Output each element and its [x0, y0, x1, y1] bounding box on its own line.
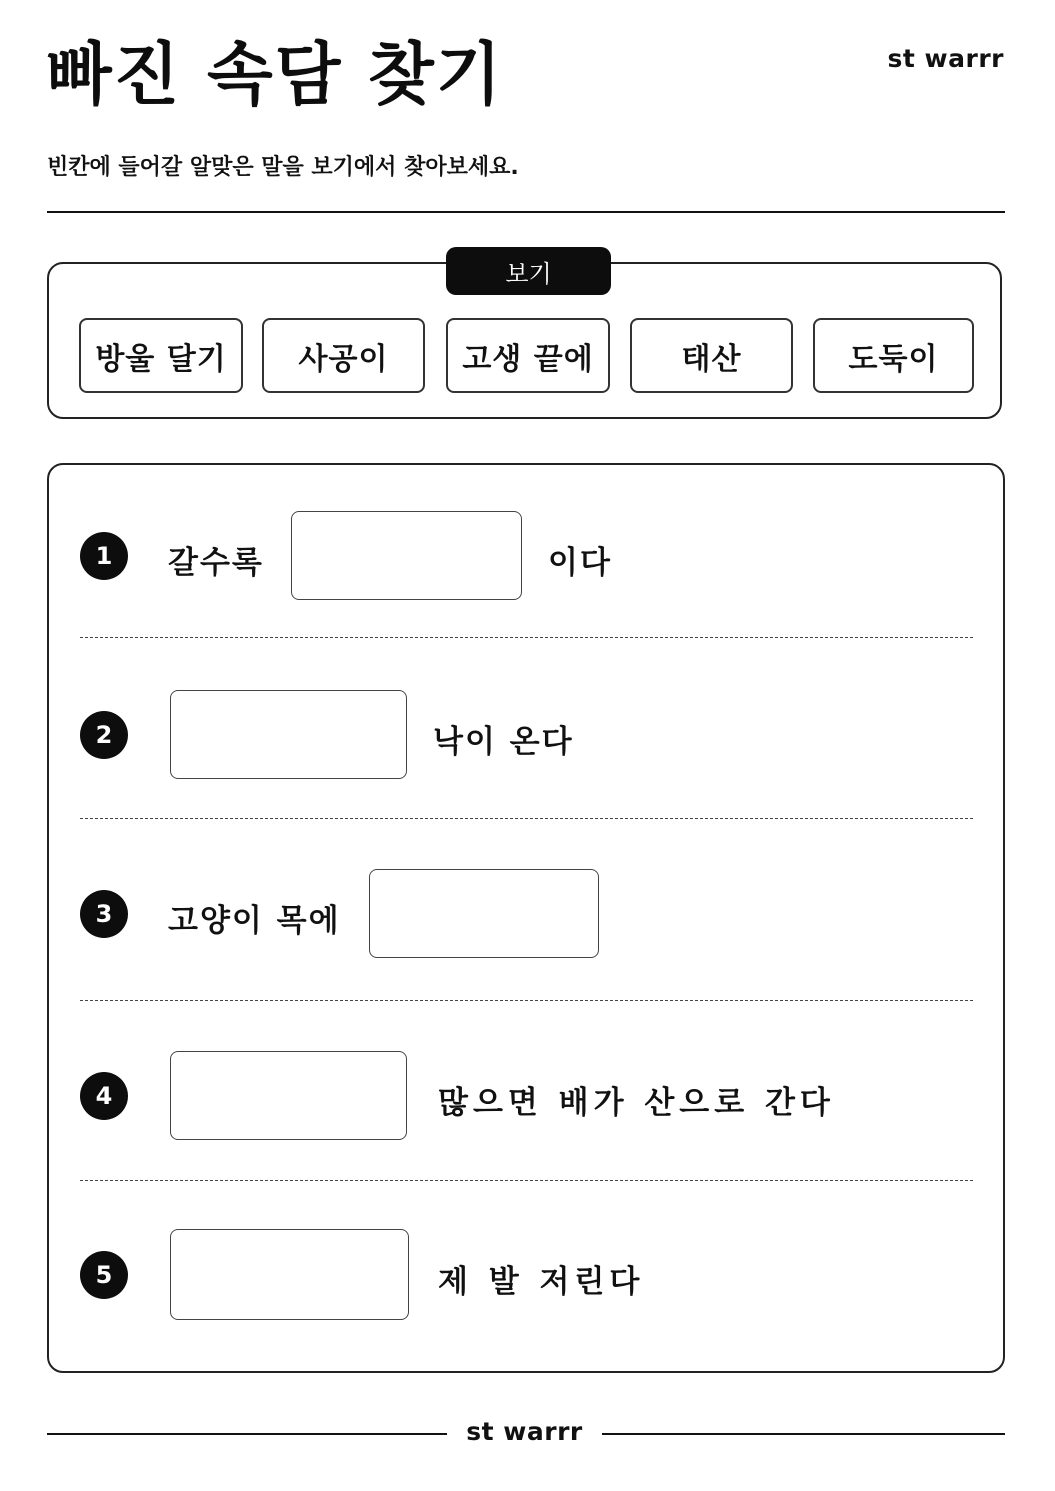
question-text-after: 이다 — [548, 545, 612, 581]
answer-blank-5[interactable] — [170, 1229, 409, 1320]
word-bank-label: 보기 — [446, 247, 611, 295]
header-divider — [47, 211, 1005, 213]
word-bank-item: 도둑이 — [813, 318, 974, 393]
brand-label: st warrr — [887, 44, 1004, 73]
word-bank-item: 고생 끝에 — [446, 318, 610, 393]
question-divider — [80, 1000, 973, 1001]
question-number-badge: 4 — [80, 1072, 128, 1120]
question-text-after: 많으면 배가 산으로 간다 — [438, 1085, 835, 1121]
question-text-after: 제 발 저린다 — [438, 1264, 645, 1300]
footer-brand: st warrr — [466, 1417, 583, 1446]
footer-line-right — [602, 1433, 1005, 1435]
question-number-badge: 1 — [80, 532, 128, 580]
question-text-before: 갈수록 — [168, 545, 264, 581]
question-text-after: 낙이 온다 — [433, 724, 574, 760]
question-divider — [80, 1180, 973, 1181]
question-divider — [80, 637, 973, 638]
word-bank-item: 방울 달기 — [79, 318, 243, 393]
word-bank-item: 태산 — [630, 318, 793, 393]
answer-blank-1[interactable] — [291, 511, 522, 600]
footer-line-left — [47, 1433, 447, 1435]
question-number-badge: 3 — [80, 890, 128, 938]
question-number-badge: 5 — [80, 1251, 128, 1299]
answer-blank-4[interactable] — [170, 1051, 407, 1140]
question-number-badge: 2 — [80, 711, 128, 759]
answer-blank-2[interactable] — [170, 690, 407, 779]
question-divider — [80, 818, 973, 819]
question-text-before: 고양이 목에 — [168, 903, 341, 939]
word-bank-item: 사공이 — [262, 318, 425, 393]
answer-blank-3[interactable] — [369, 869, 599, 958]
instruction-text: 빈칸에 들어갈 알맞은 말을 보기에서 찾아보세요. — [47, 155, 519, 180]
page-title: 빠진 속담 찾기 — [46, 36, 504, 115]
